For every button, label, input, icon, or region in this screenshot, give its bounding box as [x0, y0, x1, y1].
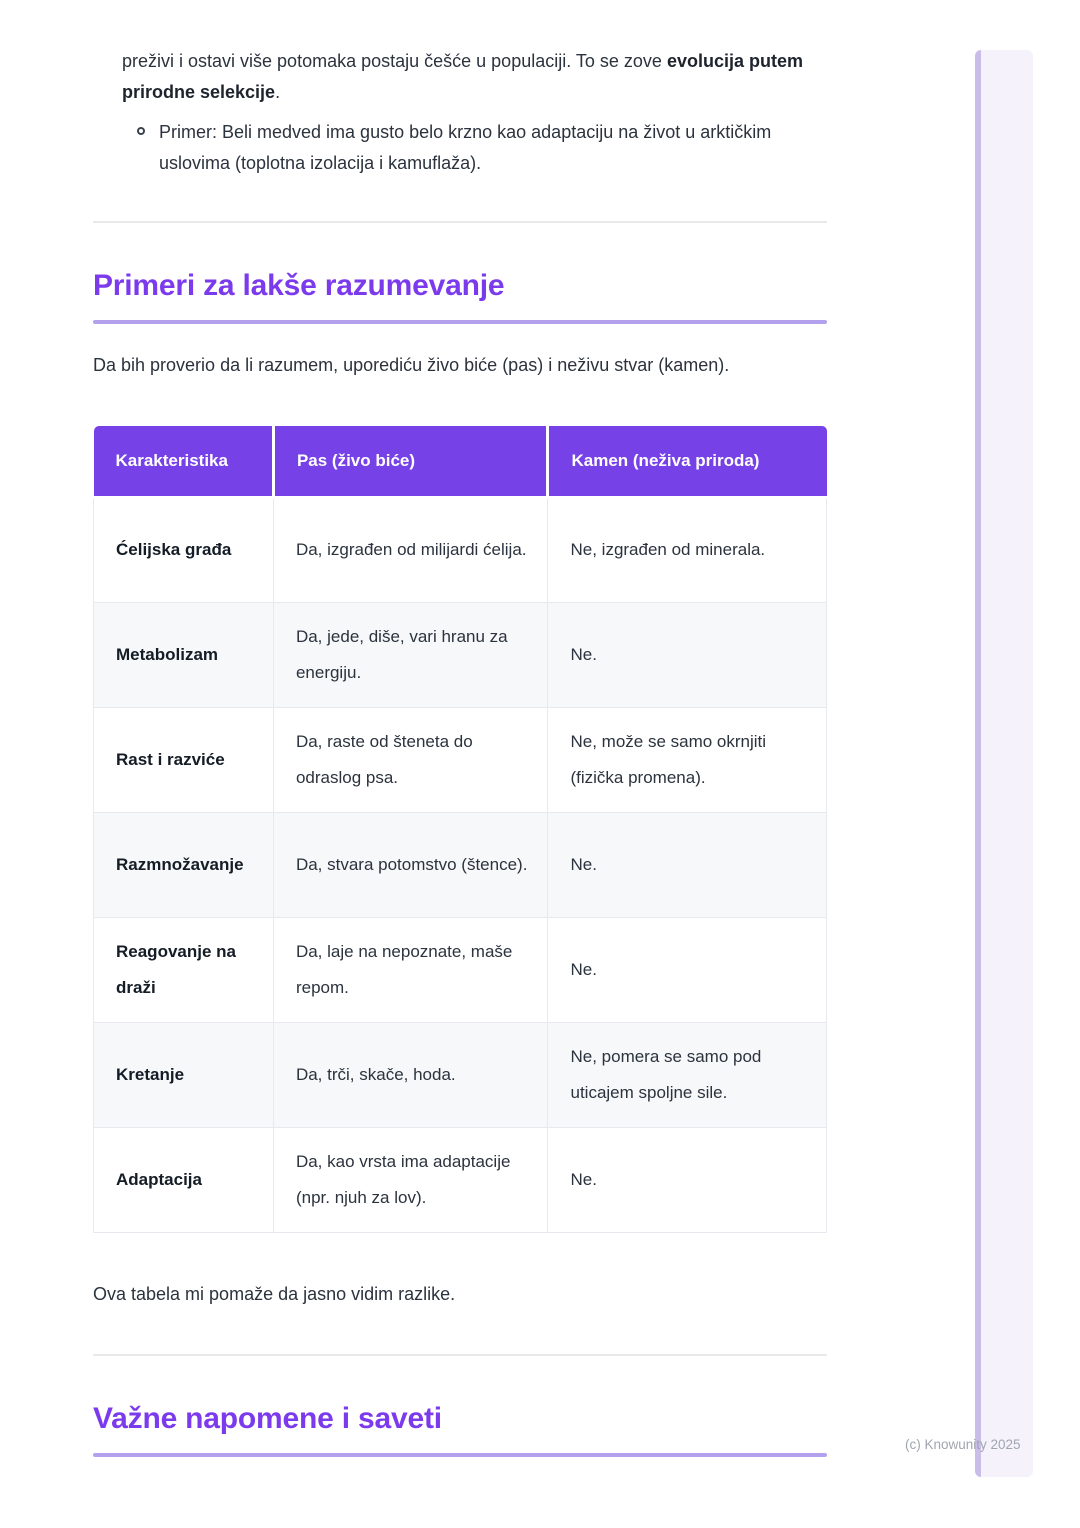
section-divider	[93, 1354, 827, 1356]
table-header-cell: Pas (živo biće)	[273, 426, 548, 497]
section-divider	[93, 221, 827, 223]
row-label-cell: Ćelijska građa	[94, 497, 274, 602]
table-row	[94, 602, 827, 707]
row-label-cell: Metabolizam	[94, 602, 274, 707]
comparison-table	[93, 426, 827, 1233]
table-cell: Ne, pomera se samo pod uticajem spoljne sile.	[548, 1022, 827, 1127]
row-label-cell: Adaptacija	[94, 1127, 274, 1232]
table-cell: Da, stvara potomstvo (štence).	[273, 812, 548, 917]
table-header-cell: Kamen (neživa priroda)	[548, 426, 827, 497]
row-label-cell: Reagovanje na draži	[94, 917, 274, 1022]
table-cell: Ne, izgrađen od minerala.	[548, 497, 827, 602]
table-row	[94, 812, 827, 917]
table-cell: Da, raste od šteneta do odraslog psa.	[273, 707, 548, 812]
list-item-example	[93, 117, 827, 179]
table-row	[94, 707, 827, 812]
circle-bullet-icon	[137, 127, 145, 135]
table-cell: Ne, može se samo okrnjiti (fizička promena).	[548, 707, 827, 812]
paragraph-evolution	[93, 46, 827, 108]
section-title-examples: Primeri za lakše razumevanje	[93, 269, 505, 302]
table-cell: Da, kao vrsta ima adaptacije (npr. njuh za lov).	[273, 1127, 548, 1232]
table-row	[94, 497, 827, 602]
table-row	[94, 1127, 827, 1232]
table-cell: Ne.	[548, 1127, 827, 1232]
section-title-underline	[93, 1453, 827, 1457]
page-edge-scroll-strip[interactable]	[975, 50, 1033, 1477]
table-intro-text: Da bih proverio da li razumem, uporediću živo biće (pas) i neživu stvar (kamen).	[93, 355, 730, 375]
table-header-cell: Karakteristika	[94, 426, 274, 497]
comparison-table-head	[94, 426, 827, 497]
section-title-notes: Važne napomene i saveti	[93, 1401, 442, 1435]
copyright-watermark: (c) Knowunity 2025	[905, 1437, 1021, 1452]
row-label-cell: Kretanje	[94, 1022, 274, 1127]
table-cell: Da, jede, diše, vari hranu za energiju.	[273, 602, 548, 707]
table-row	[94, 1022, 827, 1127]
table-row	[94, 917, 827, 1022]
paragraph-evolution-bold-term: evolucija putem prirodne selekcije	[122, 51, 803, 102]
list-item-example-text: Primer: Beli medved ima gusto belo krzno kao adaptaciju na život u arktičkim uslovima (toplotna izolacija i kamuflaža).	[159, 122, 772, 173]
table-cell: Ne.	[548, 917, 827, 1022]
table-cell: Ne.	[548, 812, 827, 917]
table-header-row	[94, 426, 827, 497]
table-cell: Da, trči, skače, hoda.	[273, 1022, 548, 1127]
table-cell: Ne.	[548, 602, 827, 707]
row-label-cell: Razmnožavanje	[94, 812, 274, 917]
table-cell: Da, laje na nepoznate, maše repom.	[273, 917, 548, 1022]
table-caption-text: Ova tabela mi pomaže da jasno vidim razlike.	[93, 1283, 456, 1304]
row-label-cell: Rast i razviće	[94, 707, 274, 812]
paragraph-evolution-period: .	[275, 82, 281, 102]
comparison-table-body	[94, 497, 827, 1232]
table-cell: Da, izgrađen od milijardi ćelija.	[273, 497, 548, 602]
document-content	[93, 0, 827, 1457]
section-title-underline	[93, 320, 827, 324]
paragraph-evolution-text: preživi i ostavi više potomaka postaju češće u populaciji. To se zove	[122, 51, 667, 71]
